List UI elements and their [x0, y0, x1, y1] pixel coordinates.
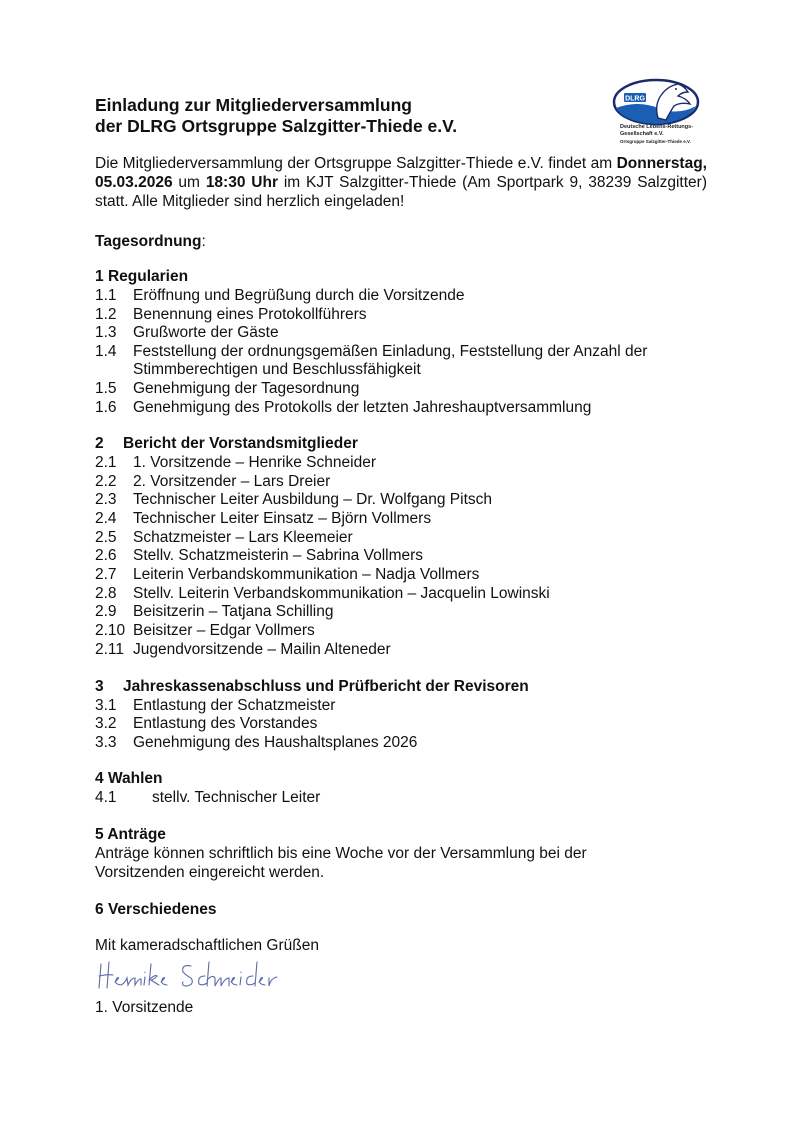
section-heading-5: 5 Anträge: [95, 826, 166, 843]
agenda-item: 1.6 Genehmigung des Protokolls der letzten Jahreshauptversammlung: [95, 399, 592, 416]
section-heading-4: 4 Wahlen: [95, 770, 163, 787]
agenda-item: 3.2 Entlastung des Vorstandes: [95, 715, 318, 732]
section-heading-2: 2 Bericht der Vorstandsmitglieder: [95, 435, 358, 452]
agenda-item: 2.1 1. Vorsitzende – Henrike Schneider: [95, 454, 376, 471]
agenda-item: 1.2 Benennung eines Protokollführers: [95, 306, 367, 323]
section-5-body-line-2: Vorsitzenden eingereicht werden.: [95, 864, 325, 881]
section-5-body-line-1: Anträge können schriftlich bis eine Woche vor der Versammlung bei der: [95, 845, 587, 862]
agenda-item: 2.10 Beisitzer – Edgar Vollmers: [95, 622, 315, 639]
closing-greeting: Mit kameradschaftlichen Grüßen: [95, 937, 319, 954]
intro-text-1: Die Mitgliederversammlung der Ortsgruppe Salzgitter-Thiede e.V. findet am: [95, 155, 617, 172]
meeting-time: 18:30 Uhr: [205, 174, 278, 191]
logo-subtitle: [620, 124, 693, 145]
signatory-role: 1. Vorsitzende: [95, 999, 194, 1016]
agenda-item-continuation: Stimmberechtigen und Beschlussfähigkeit: [133, 361, 421, 378]
agenda-item: 2.6 Stellv. Schatzmeisterin – Sabrina Vollmers: [95, 547, 424, 564]
dlrg-eagle-logo-icon: [608, 78, 718, 126]
agenda-label: Tagesordnung: [95, 233, 202, 250]
logo-subtitle-line-3: Ortsgruppe Salzgitter-Thiede e.V.: [620, 139, 691, 144]
agenda-item: 2.8 Stellv. Leiterin Verbandskommunikation – Jacquelin Lowinski: [95, 585, 550, 602]
agenda-item: 1.5 Genehmigung der Tagesordnung: [95, 380, 360, 397]
intro-text-3: im KJT Salzgitter-Thiede (Am Sportpark 9, 38239 Salzgitter) statt. Alle Mitglieder sind herzlich eingeladen!: [95, 174, 707, 210]
agenda-item: 2.11 Jugendvorsitzende – Mailin Alteneder: [95, 641, 391, 658]
agenda-item: 4.1 stellv. Technischer Leiter: [95, 789, 321, 806]
logo-subtitle-line-2: Gesellschaft e.V.: [620, 131, 664, 137]
intro-paragraph: [95, 154, 707, 211]
section-heading-1: 1 Regularien: [95, 268, 189, 285]
meeting-date: Donnerstag, 05.03.2026: [95, 155, 707, 191]
document-title: [95, 95, 457, 137]
agenda-heading: [95, 232, 206, 251]
agenda-item: 2.7 Leiterin Verbandskommunikation – Nadja Vollmers: [95, 566, 480, 583]
logo-subtitle-line-1: Deutsche Lebens-Rettungs-: [620, 124, 694, 130]
agenda-item: 3.3 Genehmigung des Haushaltsplanes 2026: [95, 734, 418, 751]
agenda-item: 2.2 2. Vorsitzender – Lars Dreier: [95, 473, 331, 490]
section-heading-6: 6 Verschiedenes: [95, 901, 217, 918]
title-line-2: der DLRG Ortsgruppe Salzgitter-Thiede e.V.: [95, 116, 458, 136]
handwritten-signature-icon: [95, 958, 285, 994]
agenda-item: 1.3 Grußworte der Gäste: [95, 324, 279, 341]
section-heading-3: 3 Jahreskassenabschluss und Prüfbericht der Revisoren: [95, 678, 529, 695]
intro-text-2: um: [172, 174, 206, 191]
agenda-item: 2.5 Schatzmeister – Lars Kleemeier: [95, 529, 353, 546]
agenda-item: 2.3 Technischer Leiter Ausbildung – Dr. Wolfgang Pitsch: [95, 491, 492, 508]
agenda-item: 1.1 Eröffnung und Begrüßung durch die Vorsitzende: [95, 287, 465, 304]
signature: [95, 958, 285, 999]
agenda-item: 3.1 Entlastung der Schatzmeister: [95, 697, 336, 714]
agenda-colon: :: [201, 233, 206, 250]
svg-text:DLRG: DLRG: [625, 95, 645, 103]
agenda-item: 2.4 Technischer Leiter Einsatz – Björn Vollmers: [95, 510, 432, 527]
agenda-item: 2.9 Beisitzerin – Tatjana Schilling: [95, 603, 334, 620]
title-line-1: Einladung zur Mitgliederversammlung: [95, 95, 412, 115]
agenda-item: 1.4 Feststellung der ordnungsgemäßen Einladung, Feststellung der Anzahl der: [95, 343, 648, 360]
